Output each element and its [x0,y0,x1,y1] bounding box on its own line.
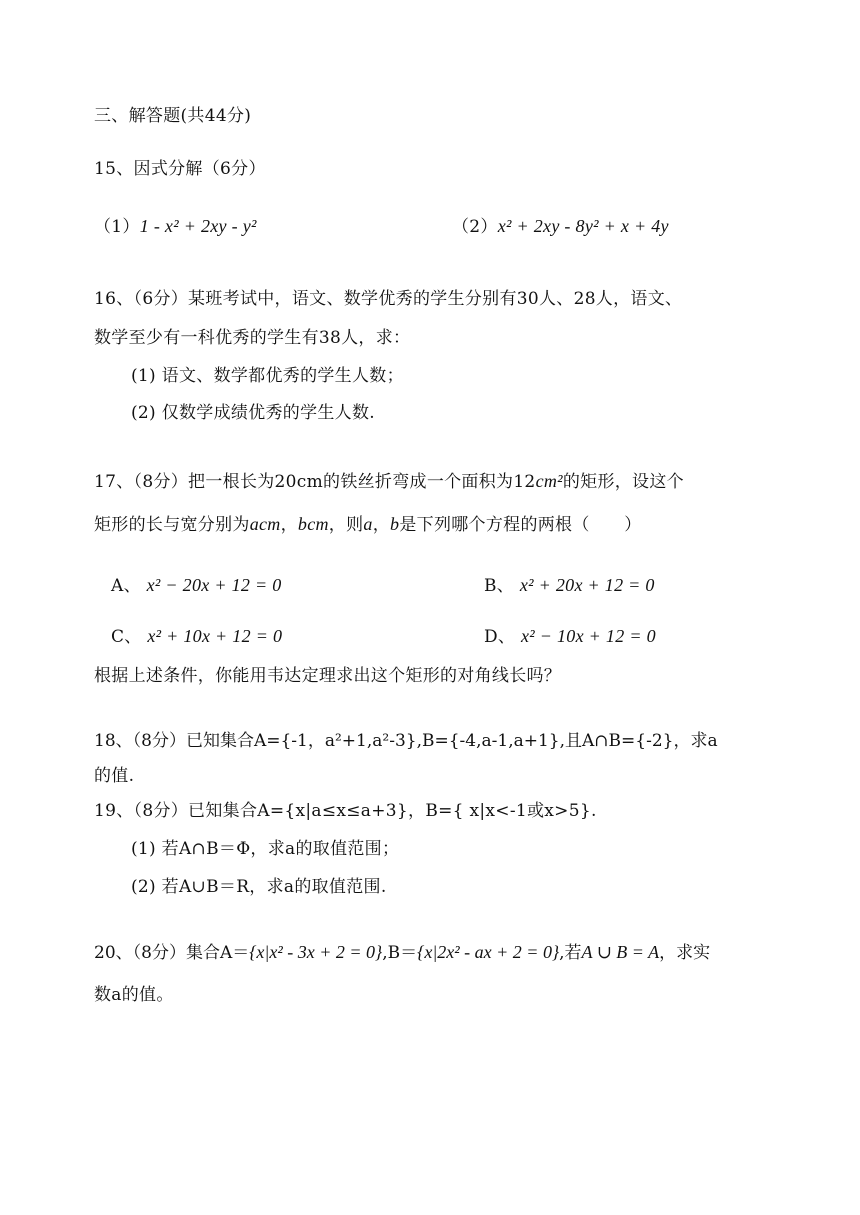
q16-sub1: (1) 语文、数学都优秀的学生人数； [131,366,404,386]
q20-condition: A ∪ B = A [581,942,660,962]
q19-sub1: (1) 若A∩B＝Φ，求a的取值范围； [131,839,400,859]
q15-part2 [452,212,669,237]
q17-option-c [111,622,282,647]
q17-line2-a: 矩形的长与宽分别为 [94,515,250,535]
q17-option-a-expr: x² − 20x + 12 = 0 [146,575,282,595]
q17-sep1: ， [280,515,298,535]
q17-sep2: ， [372,515,391,535]
q17-option-a-label: A、 [111,576,141,596]
q17-option-d-label: D、 [484,627,516,647]
q17-line1 [94,467,684,492]
q20-line2: 数a的值。 [94,985,174,1005]
q17-option-b [484,571,655,596]
q20-cond-prefix: ,若 [559,943,582,963]
q17-followup: 根据上述条件，你能用韦达定理求出这个矩形的对角线长吗？ [94,666,562,686]
q17-a: a [363,514,373,534]
q19-line1: 19、（8分）已知集合A={x|a≤x≤a+3}，B={ x|x<-1或x>5}. [94,801,597,821]
q16-line2: 数学至少有一科优秀的学生有38人，求： [94,328,411,348]
q20-mid: ,B＝ [382,943,418,963]
q17-option-c-expr: x² + 10x + 12 = 0 [147,626,283,646]
q15-part2-label: （2） [452,217,498,237]
section-title: 三、解答题(共44分) [94,106,252,126]
q20-set-a: {x|x² - 3x + 2 = 0} [249,942,383,962]
q17-option-b-expr: x² + 20x + 12 = 0 [519,575,655,595]
q15-part2-expr: x² + 2xy - 8y² + x + 4y [497,216,669,236]
q17-option-b-label: B、 [484,576,515,596]
q15-part1 [94,212,257,237]
q20-prefix: 20、（8分）集合A＝ [94,943,250,963]
q17-line2-b: ，则 [328,515,364,535]
q20-suffix: ，求实 [659,943,711,963]
q17-bcm: bcm [297,514,329,534]
q16-line1: 16、（6分）某班考试中，语文、数学优秀的学生分别有30人、28人，语文、 [94,289,683,309]
q20-set-b: {x|2x² - ax + 2 = 0} [417,942,560,962]
q18-line2: 的值. [94,766,135,786]
q20-line1 [94,938,710,963]
q17-option-d [484,622,656,647]
q17-option-a [111,571,282,596]
q15-part1-expr: 1 - x² + 2xy - y² [139,216,257,236]
q17-unit: cm² [535,471,563,491]
q17-line2-c: 是下列哪个方程的两根（ ） [399,515,642,535]
q17-line1-b: 的矩形，设这个 [562,472,684,492]
q17-line1-a: 17、（8分）把一根长为20cm的铁丝折弯成一个面积为12 [94,472,536,492]
q17-line2 [94,510,642,535]
q15-part1-label: （1） [94,217,140,237]
q19-sub2: (2) 若A∪B＝R，求a的取值范围. [131,877,387,897]
q16-sub2: (2) 仅数学成绩优秀的学生人数. [131,403,375,423]
q17-b: b [390,514,400,534]
q17-option-c-label: C、 [111,627,142,647]
q18-line1: 18、（8分）已知集合A={-1，a²+1,a²-3},B={-4,a-1,a+1},且A∩B={-2}，求a [94,731,718,751]
q15-stem: 15、因式分解（6分） [94,159,266,179]
q17-acm: acm [249,514,281,534]
q17-option-d-expr: x² − 10x + 12 = 0 [520,626,656,646]
